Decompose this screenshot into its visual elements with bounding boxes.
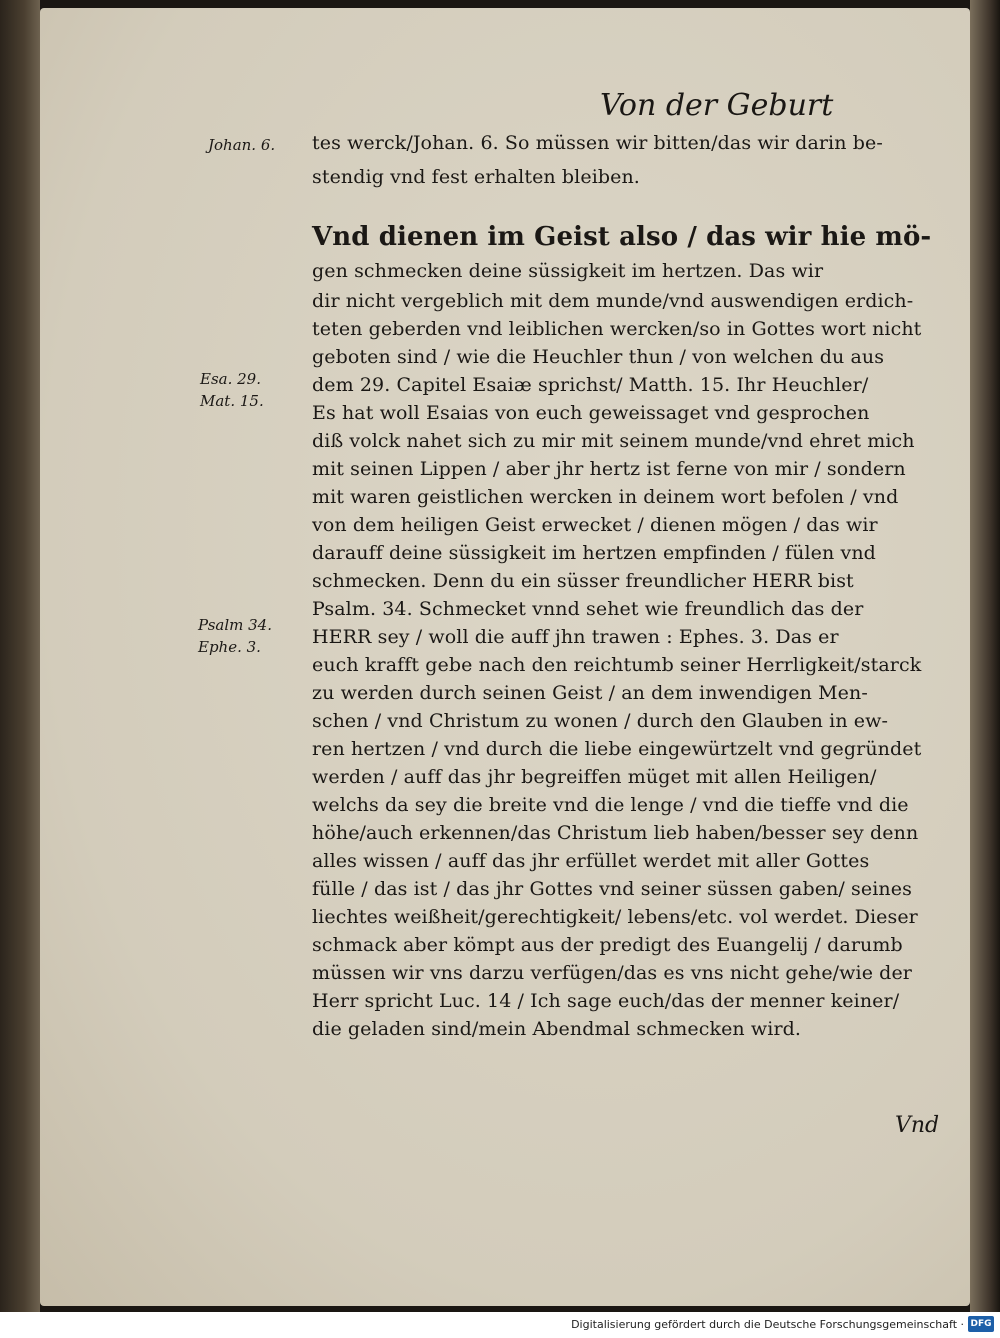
text-line: die geladen sind/mein Abendmal schmecken wird. [312, 1018, 802, 1040]
book-edge-right [970, 0, 1000, 1312]
margin-note-ephe: Ephe. 3. [198, 638, 261, 656]
text-line: werden / auff das jhr begreiffen müget mit allen Heiligen/ [312, 766, 877, 788]
margin-note-psalm: Psalm 34. [198, 616, 272, 634]
dfg-logo-icon: DFG [968, 1316, 994, 1332]
text-line: dem 29. Capitel Esaiæ sprichst/ Matth. 15. Ihr Heuchler/ [312, 374, 869, 396]
text-line: euch krafft gebe nach den reichtumb seiner Herrligkeit/starck [312, 654, 922, 676]
text-line: mit seinen Lippen / aber jhr hertz ist ferne von mir / sondern [312, 458, 906, 480]
text-line: schmecken. Denn du ein süsser freundlicher HERR bist [312, 570, 854, 592]
footer-credit: Digitalisierung gefördert durch die Deutsche Forschungsgemeinschaft · [571, 1318, 964, 1331]
text-line: Es hat woll Esaias von euch geweissaget vnd gesprochen [312, 402, 870, 424]
running-head: Von der Geburt [600, 88, 834, 123]
text-line: schmack aber kömpt aus der predigt des Euangelij / darumb [312, 934, 903, 956]
margin-note-mat: Mat. 15. [200, 392, 264, 410]
margin-note-esa: Esa. 29. [200, 370, 261, 388]
text-line: welchs da sey die breite vnd die lenge / vnd die tieffe vnd die [312, 794, 909, 816]
text-line: von dem heiligen Geist erwecket / dienen mögen / das wir [312, 514, 878, 536]
text-line: müssen wir vns darzu verfügen/das es vns nicht gehe/wie der [312, 962, 912, 984]
text-line: gen schmecken deine süssigkeit im hertzen. Das wir [312, 260, 824, 282]
text-line: tes werck/Johan. 6. So müssen wir bitten/das wir darin be- [312, 132, 883, 154]
text-line: Psalm. 34. Schmecket vnnd sehet wie freundlich das der [312, 598, 864, 620]
text-line: Herr spricht Luc. 14 / Ich sage euch/das der menner keiner/ [312, 990, 900, 1012]
text-line: stendig vnd fest erhalten bleiben. [312, 166, 640, 188]
text-line: fülle / das ist / das jhr Gottes vnd seiner süssen gaben/ seines [312, 878, 912, 900]
text-line: liechtes weißheit/gerechtigkeit/ lebens/etc. vol werdet. Dieser [312, 906, 918, 928]
text-line: darauff deine süssigkeit im hertzen empfinden / fülen vnd [312, 542, 876, 564]
text-line: zu werden durch seinen Geist / an dem inwendigen Men- [312, 682, 868, 704]
text-line: alles wissen / auff das jhr erfüllet werdet mit aller Gottes [312, 850, 870, 872]
catchword: Vnd [895, 1113, 940, 1138]
margin-note-johan: Johan. 6. [208, 136, 276, 154]
text-line: diß volck nahet sich zu mir mit seinem munde/vnd ehret mich [312, 430, 915, 452]
text-line: höhe/auch erkennen/das Christum lieb haben/besser sey denn [312, 822, 919, 844]
book-edge-left [0, 0, 40, 1312]
text-line: teten geberden vnd leiblichen wercken/so in Gottes wort nicht [312, 318, 922, 340]
text-line: HERR sey / woll die auff jhn trawen : Ephes. 3. Das er [312, 626, 839, 648]
text-line: ren hertzen / vnd durch die liebe eingewürtzelt vnd gegründet [312, 738, 922, 760]
text-line: schen / vnd Christum zu wonen / durch den Glauben in ew- [312, 710, 889, 732]
text-line: dir nicht vergeblich mit dem munde/vnd auswendigen erdich- [312, 290, 914, 312]
text-line: mit waren geistlichen wercken in deinem wort befolen / vnd [312, 486, 899, 508]
text-line-heading: Vnd dienen im Geist also / das wir hie mö- [312, 222, 932, 252]
text-line: geboten sind / wie die Heuchler thun / von welchen du aus [312, 346, 885, 368]
